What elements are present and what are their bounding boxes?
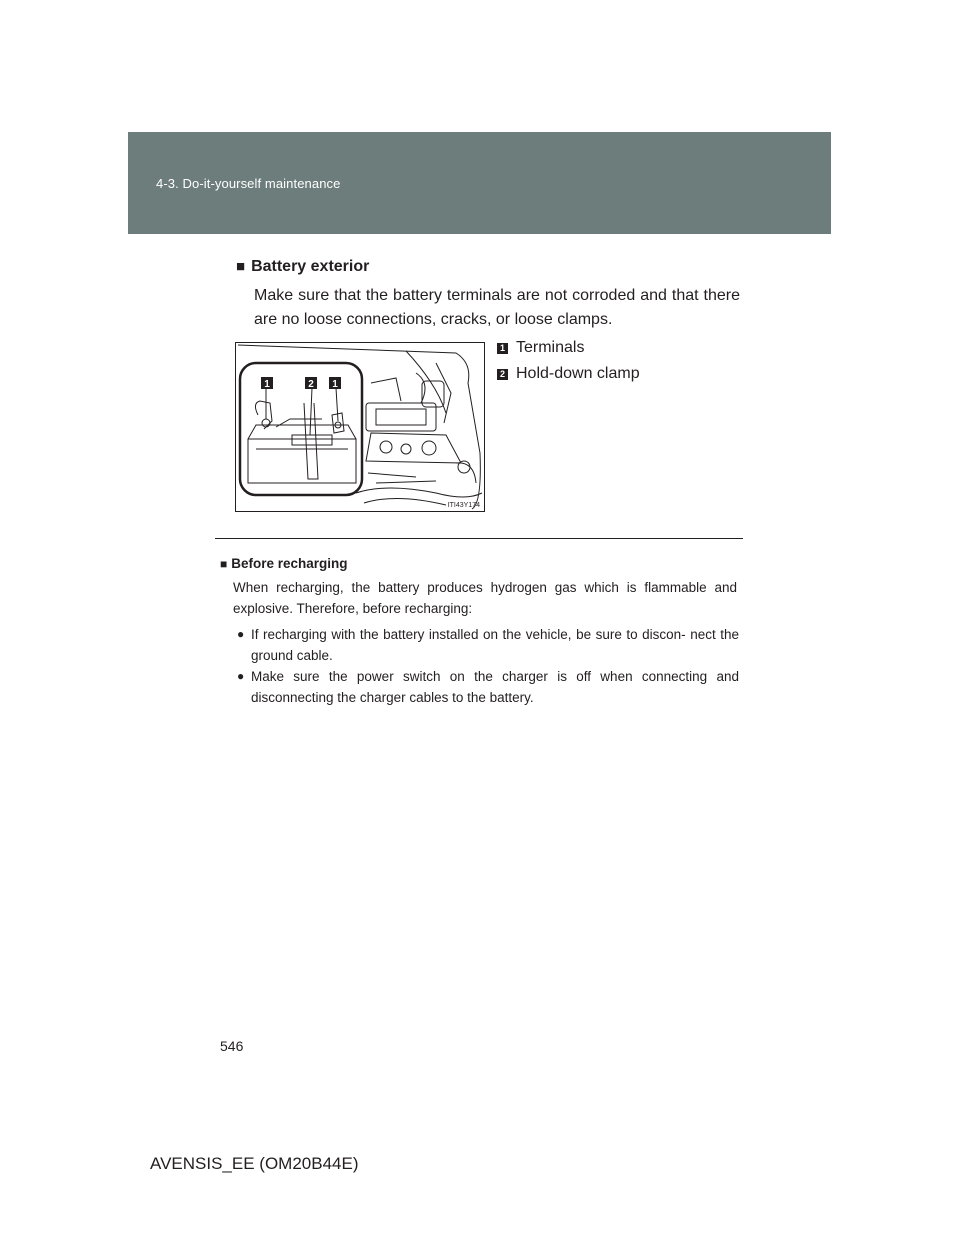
callout-1a: 1 [264, 379, 270, 390]
legend-item-hold-down-clamp [497, 365, 640, 383]
section-header [128, 132, 831, 234]
bullet-text: Make sure the power switch on the charger is off when connecting and disconnecting the charger cables to the battery. [251, 669, 739, 705]
callout-2: 2 [308, 379, 314, 390]
page-number: 546 [220, 1038, 244, 1054]
note-paragraph: When recharging, the battery produces hydrogen gas which is flammable and explosive. Therefore, before recharging: [233, 580, 737, 616]
bullet-text: If recharging with the battery installed on the vehicle, be sure to discon- nect the ground cable. [251, 627, 739, 663]
bullet-item [233, 624, 739, 666]
legend-item-terminals [497, 339, 584, 357]
callout-1b: 1 [332, 379, 338, 390]
square-bullet-icon: ■ [220, 557, 228, 571]
circle-bullet-icon: ● [237, 669, 245, 683]
bullet-item [233, 666, 739, 708]
battery-illustration [235, 342, 485, 512]
heading-text: Battery exterior [251, 258, 370, 275]
circle-bullet-icon: ● [237, 627, 245, 641]
legend-number-badge: 2 [497, 369, 508, 380]
manual-code: AVENSIS_EE (OM20B44E) [150, 1154, 359, 1173]
section-title: 4-3. Do-it-yourself maintenance [156, 176, 341, 191]
engine-bay-drawing [236, 343, 484, 511]
legend-label: Hold-down clamp [516, 365, 640, 382]
figure-code: ITI43Y174 [447, 502, 480, 509]
heading-battery-exterior [236, 258, 369, 276]
heading-before-recharging [220, 556, 348, 571]
body-paragraph: Make sure that the battery terminals are not corroded and that there are no loose connections, cracks, or loose clamps. [254, 287, 740, 328]
legend-number-badge: 1 [497, 343, 508, 354]
sub-heading-text: Before recharging [231, 556, 348, 571]
divider [215, 538, 743, 539]
legend-label: Terminals [516, 339, 585, 356]
square-bullet-icon: ■ [236, 258, 246, 275]
